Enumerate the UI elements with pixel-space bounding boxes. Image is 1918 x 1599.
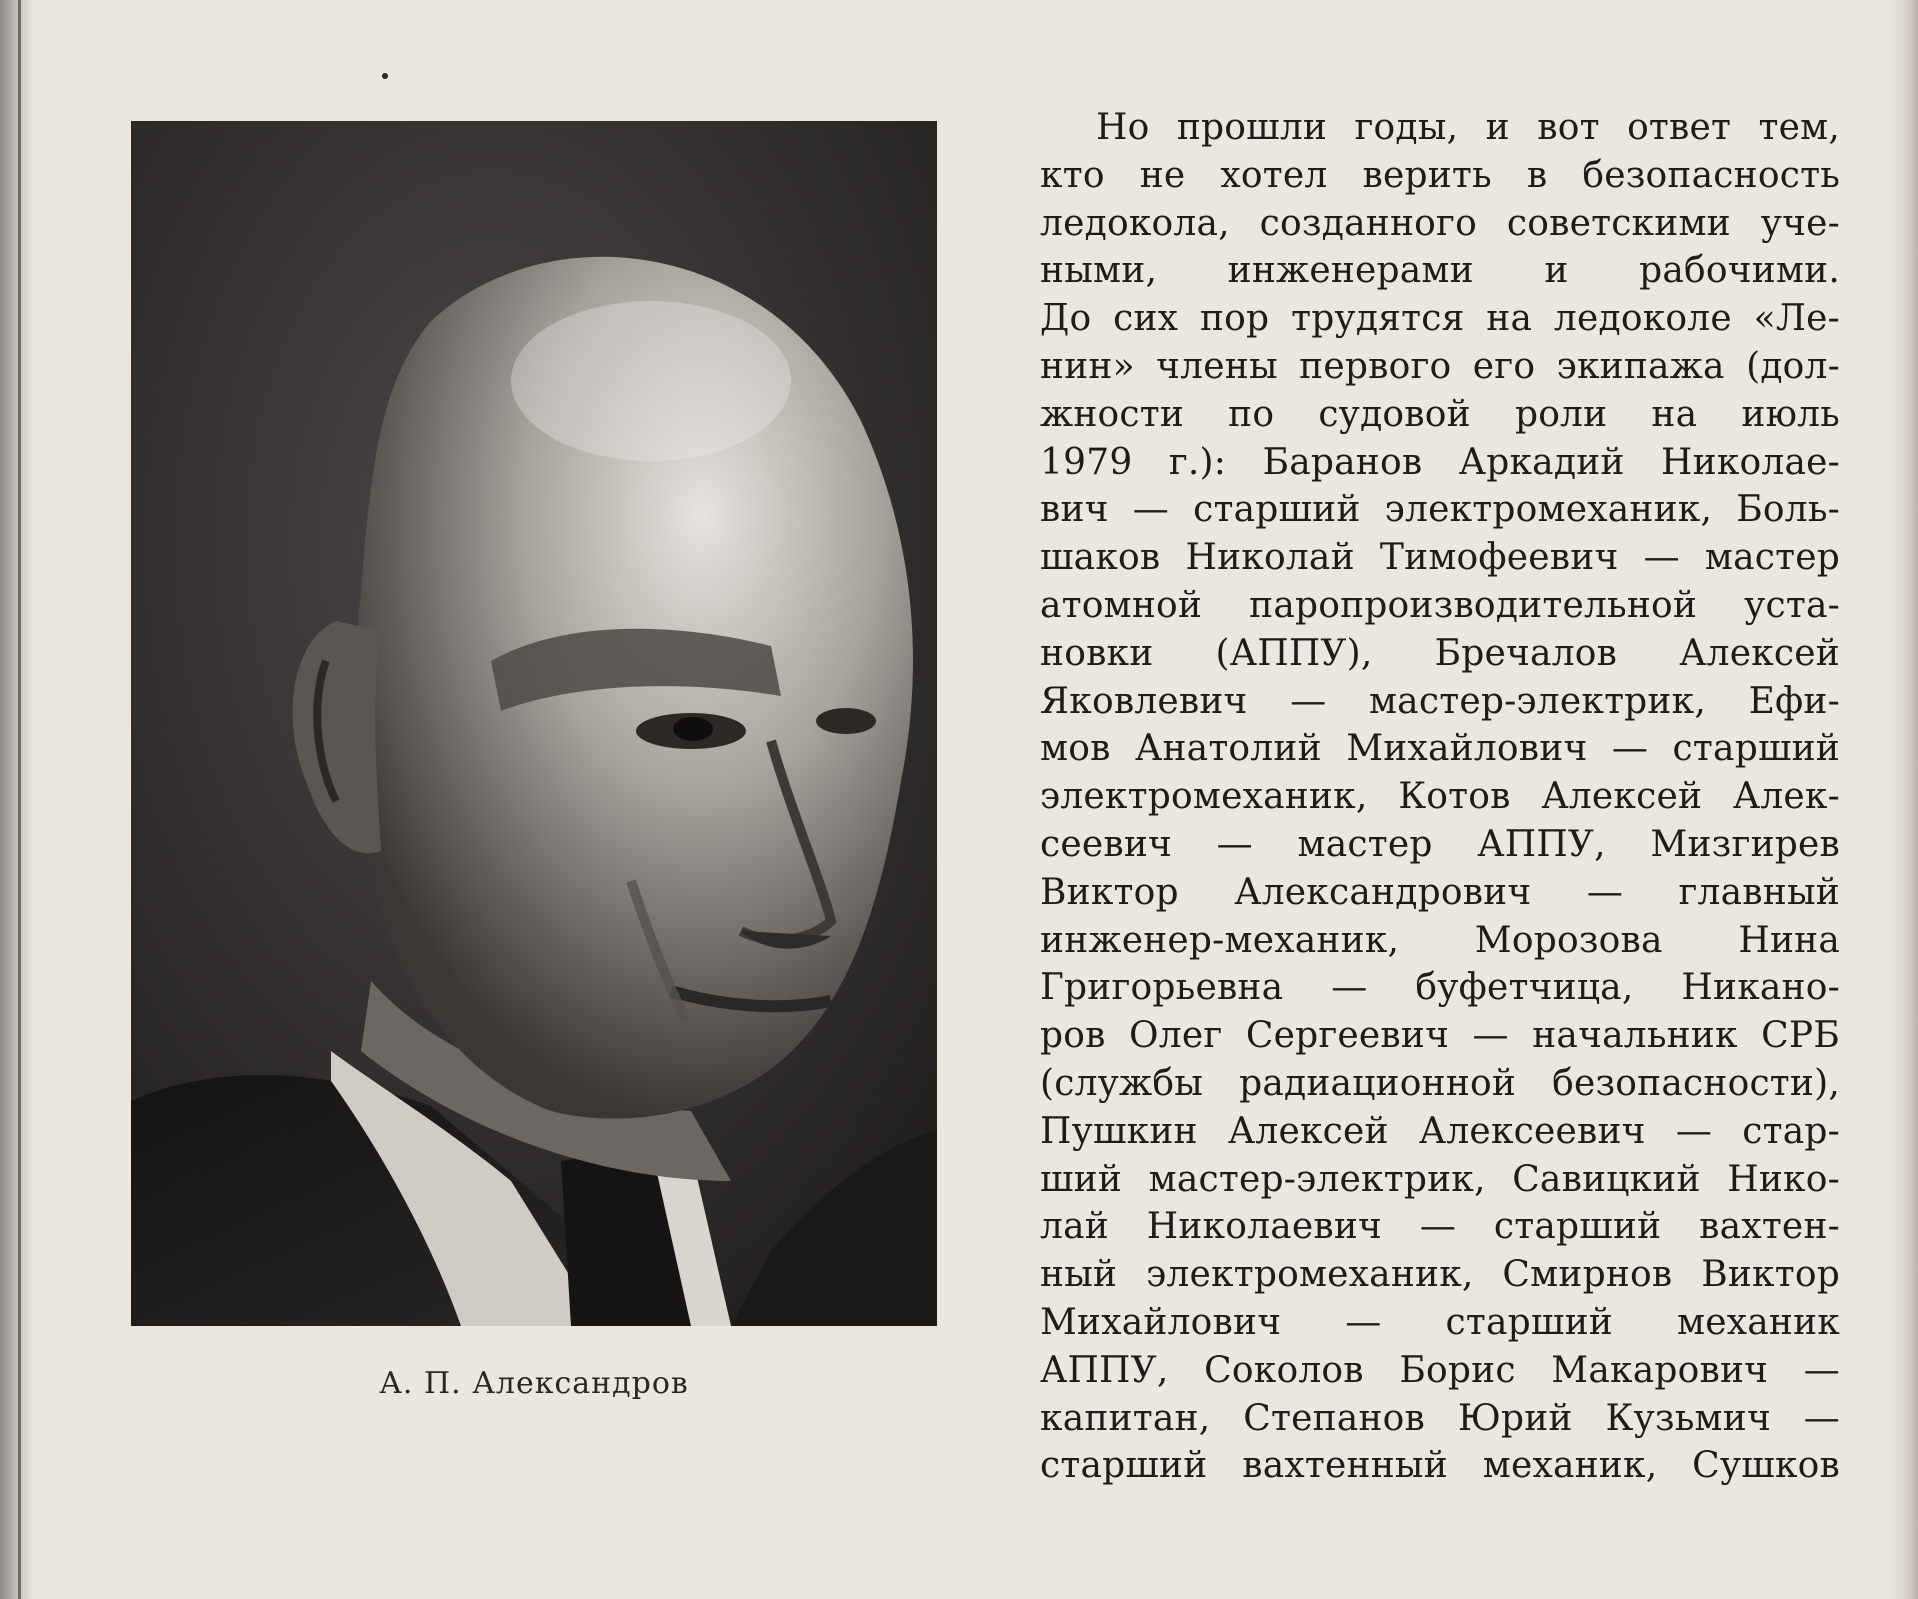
paper-speck xyxy=(382,73,388,79)
page-right-edge xyxy=(1888,0,1918,1599)
text-line: шаков Николай Тимофеевич — мастер xyxy=(1040,537,1840,579)
text-line: новки (АППУ), Бречалов Алексей xyxy=(1040,632,1840,674)
text-line: инженер-механик, Морозова Нина xyxy=(1040,919,1840,961)
portrait-illustration xyxy=(131,121,937,1326)
text-line: атомной паропроизводительной уста- xyxy=(1040,584,1840,626)
text-line: До сих пор трудятся на ледоколе «Ле- xyxy=(1040,298,1840,340)
text-line: (службы радиационной безопасности), xyxy=(1040,1062,1840,1104)
text-line: ший мастер-электрик, Савицкий Нико- xyxy=(1040,1158,1840,1200)
text-line: ледокола, созданного советскими уче- xyxy=(1040,202,1840,244)
text-line: лай Николаевич — старший вахтен- xyxy=(1040,1206,1840,1248)
book-spine-shadow xyxy=(0,0,34,1599)
text-line: ров Олег Сергеевич — начальник СРБ xyxy=(1040,1015,1840,1057)
body-text-column xyxy=(1040,104,1840,1490)
text-line: Но прошли годы, и вот ответ тем, xyxy=(1096,107,1840,148)
text-line: ный электромеханик, Смирнов Виктор xyxy=(1040,1254,1840,1296)
text-line: электромеханик, Котов Алексей Алек- xyxy=(1040,776,1840,818)
text-line: старший вахтенный механик, Сушков xyxy=(1040,1445,1840,1487)
text-line: Михайлович — старший механик xyxy=(1040,1301,1840,1343)
text-line: АППУ, Соколов Борис Макарович — xyxy=(1040,1349,1840,1391)
text-line: кто не хотел верить в безопасность xyxy=(1040,154,1840,196)
text-line: вич — старший электромеханик, Боль- xyxy=(1040,489,1840,531)
portrait-photo xyxy=(131,121,937,1326)
page-gutter-edge xyxy=(18,0,21,1599)
text-line: 1979 г.): Баранов Аркадий Николае- xyxy=(1040,441,1840,483)
text-line: капитан, Степанов Юрий Кузьмич — xyxy=(1040,1397,1840,1439)
text-line: Виктор Александрович — главный xyxy=(1040,871,1840,913)
text-line: жности по судовой роли на июль xyxy=(1040,393,1840,435)
text-line: ными, инженерами и рабочими. xyxy=(1040,250,1840,292)
photo-caption: А. П. Александров xyxy=(379,1366,689,1401)
text-line: Григорьевна — буфетчица, Никано- xyxy=(1040,967,1840,1009)
text-line: нин» члены первого его экипажа (дол- xyxy=(1040,345,1840,387)
text-line: Пушкин Алексей Алексеевич — стар- xyxy=(1040,1110,1840,1152)
text-line: Яковлевич — мастер-электрик, Ефи- xyxy=(1040,680,1840,722)
text-line: сеевич — мастер АППУ, Мизгирев xyxy=(1040,823,1840,865)
text-line: мов Анатолий Михайлович — старший xyxy=(1040,728,1840,770)
